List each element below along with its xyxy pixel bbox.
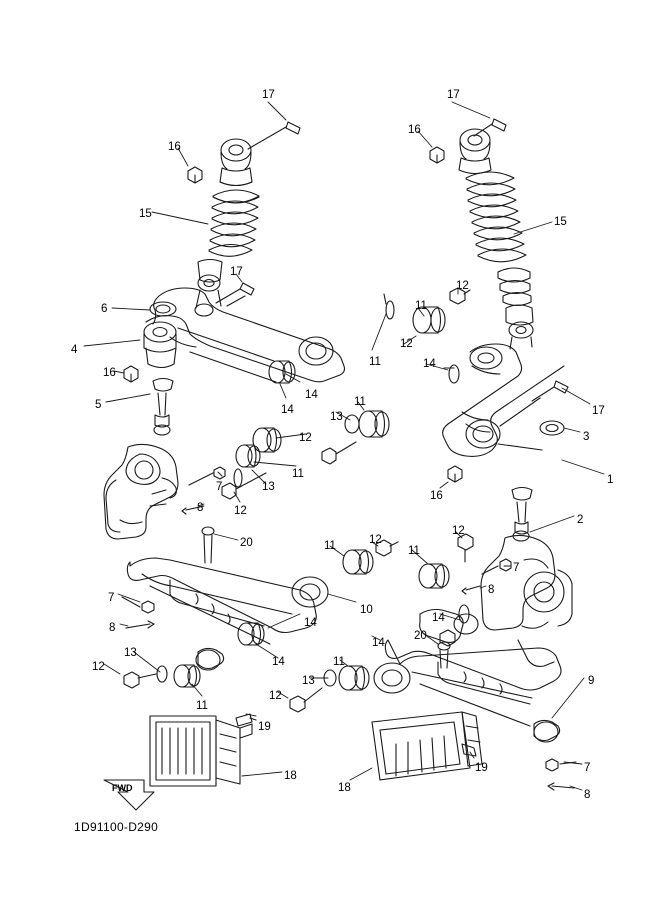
nut-16-mid-left (124, 366, 138, 382)
callout-15: 15 (554, 216, 567, 228)
callout-12: 12 (369, 534, 382, 546)
callout-17: 17 (447, 89, 460, 101)
callout-7: 7 (584, 762, 591, 774)
bolt-7-right-knuckle (482, 559, 511, 574)
bolt-7-left-lower (122, 597, 154, 613)
callout-13: 13 (124, 647, 137, 659)
fwd-direction-label: FWD (112, 783, 133, 793)
callout-4: 4 (71, 344, 78, 356)
callout-11: 11 (292, 468, 304, 480)
callout-14: 14 (423, 358, 436, 370)
callout-7: 7 (513, 562, 520, 574)
callout-17: 17 (262, 89, 275, 101)
callout-16: 16 (103, 367, 116, 379)
lower-arm-left (127, 558, 328, 670)
bolt-20-left-lower (202, 527, 214, 563)
pin-8-left-lower (126, 621, 154, 628)
callout-12: 12 (299, 432, 312, 444)
lower-arm-right (374, 610, 561, 743)
callout-11: 11 (196, 700, 208, 712)
callout-12: 12 (400, 338, 413, 350)
shock-absorber-left (195, 139, 259, 316)
callout-11: 11 (408, 545, 420, 557)
part-code-label: 1D91100-D290 (74, 820, 159, 834)
callout-14: 14 (372, 637, 385, 649)
guard-right (372, 712, 482, 780)
bolt-17-upper-right (474, 119, 506, 136)
ball-joint-right-upper (512, 488, 532, 542)
callout-12: 12 (92, 661, 105, 673)
bushing-set-lower-left (124, 665, 200, 688)
callout-16: 16 (408, 124, 421, 136)
callout-11: 11 (354, 396, 366, 408)
callout-7: 7 (216, 481, 223, 493)
ball-joint-left-upper (153, 379, 173, 436)
callout-14: 14 (272, 656, 285, 668)
bolt-17-upper-left (248, 122, 300, 149)
callout-14: 14 (305, 389, 318, 401)
callout-14: 14 (432, 612, 445, 624)
callout-17: 17 (230, 266, 243, 278)
upper-arm-right (443, 344, 564, 456)
callout-13: 13 (262, 481, 275, 493)
callout-9: 9 (588, 675, 595, 687)
callout-1: 1 (607, 474, 614, 486)
bolt-7-right-lower (546, 759, 576, 771)
callout-7: 7 (108, 592, 115, 604)
callout-8: 8 (197, 502, 204, 514)
callout-20: 20 (240, 537, 253, 549)
guard-left (150, 716, 252, 786)
pin-8-right-knuckle (462, 586, 480, 594)
knuckle-left (104, 444, 178, 539)
callout-3: 3 (583, 431, 590, 443)
callout-8: 8 (488, 584, 495, 596)
bolt-17-mid-left (216, 283, 254, 306)
callout-16: 16 (430, 490, 443, 502)
knuckle-right (481, 535, 572, 666)
callout-11: 11 (333, 656, 345, 668)
callout-11: 11 (369, 356, 381, 368)
bushing-set-upper-left-outer (269, 361, 295, 383)
callout-10: 10 (360, 604, 373, 616)
callout-19: 19 (258, 721, 271, 733)
nut-16-right-mid (448, 466, 462, 482)
callout-11: 11 (415, 300, 427, 312)
callout-12: 12 (234, 505, 247, 517)
callout-19: 19 (475, 762, 488, 774)
callout-8: 8 (584, 789, 591, 801)
callout-8: 8 (109, 622, 116, 634)
callout-11: 11 (324, 540, 336, 552)
callout-14: 14 (281, 404, 294, 416)
callout-12: 12 (452, 525, 465, 537)
bushing-set-lower-right (419, 534, 473, 646)
callout-15: 15 (139, 208, 152, 220)
nut-16-upper-left (188, 167, 202, 183)
callout-14: 14 (304, 617, 317, 629)
callout-20: 20 (414, 630, 427, 642)
callout-18: 18 (338, 782, 351, 794)
bushing-set-lower-center (238, 540, 398, 712)
callout-2: 2 (577, 514, 584, 526)
callout-12: 12 (269, 690, 282, 702)
callout-12: 12 (456, 280, 469, 292)
upper-arm-left (144, 288, 345, 382)
callout-5: 5 (95, 399, 102, 411)
callout-6: 6 (101, 303, 108, 315)
callout-16: 16 (168, 141, 181, 153)
shock-absorber-right (459, 129, 533, 349)
callout-17: 17 (592, 405, 605, 417)
callout-18: 18 (284, 770, 297, 782)
nut-16-upper-right (430, 147, 444, 163)
callout-13: 13 (302, 675, 315, 687)
callout-13: 13 (330, 411, 343, 423)
clip-19-right (462, 744, 476, 756)
